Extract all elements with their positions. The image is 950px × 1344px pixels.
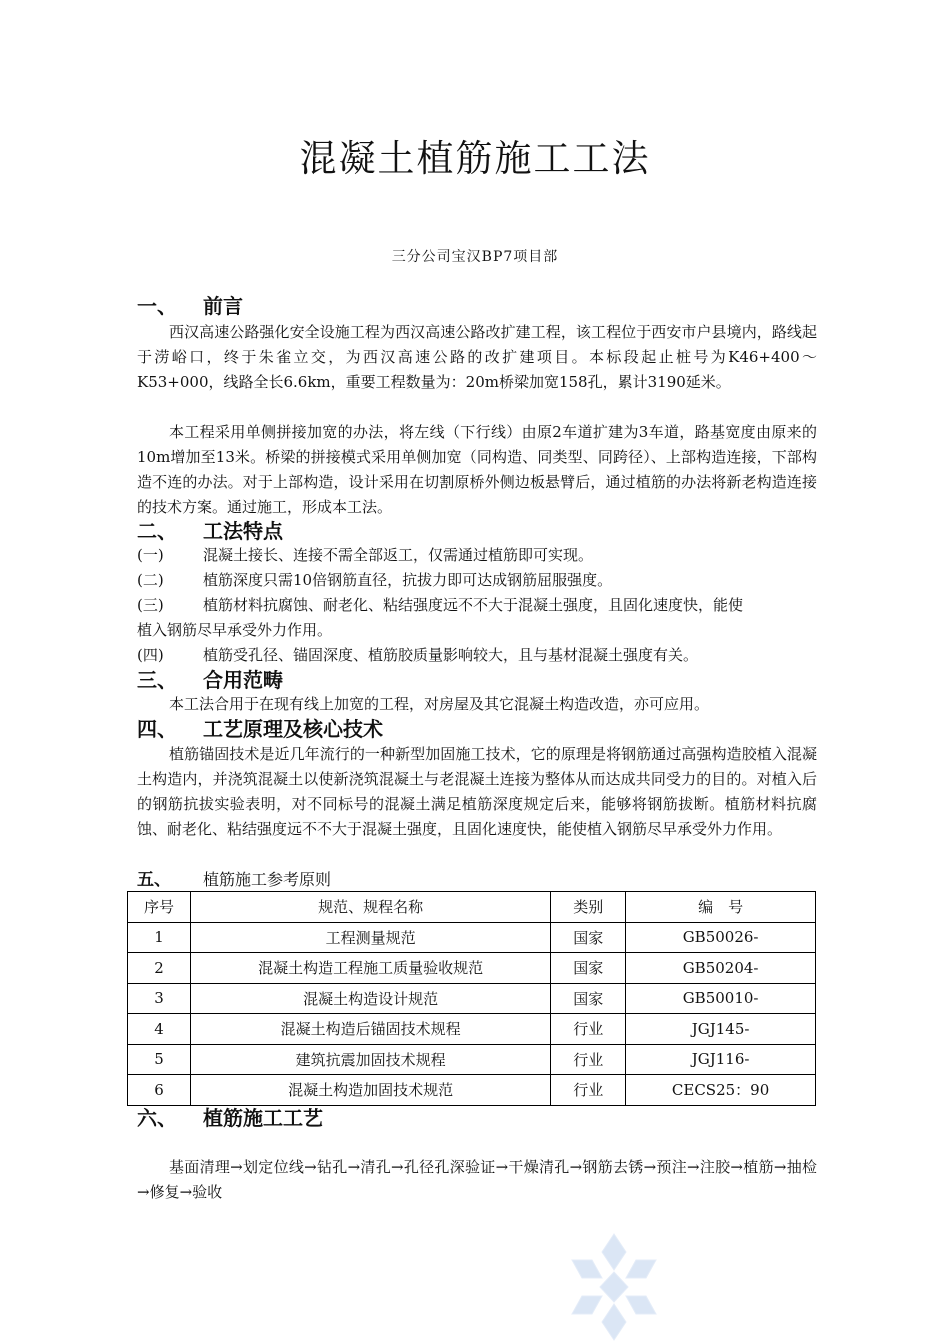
table-cell: 行业 xyxy=(551,1044,626,1075)
section-4-title: 工艺原理及核心技术 xyxy=(203,717,383,741)
table-cell: 混凝土构造工程施工质量验收规范 xyxy=(190,953,550,984)
section-6-process-flow: 基面清理→划定位线→钻孔→清孔→孔径孔深验证→干燥清孔→钢筋去锈→预注→注胶→植筋→抽检→修复→验收 xyxy=(137,1158,817,1201)
table-cell: 混凝土构造后锚固技术规程 xyxy=(190,1014,550,1045)
feature-item-3-continued: 植入钢筋尽早承受外力作用。 xyxy=(137,621,333,639)
table-cell: 1 xyxy=(128,922,191,953)
section-2-heading xyxy=(137,519,283,543)
feature-item-text: 植筋材料抗腐蚀、耐老化、粘结强度远不不大于混凝土强度，且固化速度快，能使 xyxy=(203,596,744,614)
table-cell: 4 xyxy=(128,1014,191,1045)
feature-item-3 xyxy=(137,593,817,618)
table-cell: 工程测量规范 xyxy=(190,922,550,953)
feature-item-2 xyxy=(137,568,817,593)
table-cell: 3 xyxy=(128,983,191,1014)
section-6-number: 六、 xyxy=(137,1106,177,1130)
section-1-paragraph-1: 西汉高速公路强化安全设施工程为西汉高速公路改扩建工程，该工程位于西安市户县境内，路线起于涝峪口，终于朱雀立交，为西汉高速公路的改扩建项目。本标段起止桩号为K46+400～K53+000，线路全长6.6km，重要工程数量为：20m桥梁加宽158孔，累计3190延米。 xyxy=(137,323,817,391)
section-6-title: 植筋施工工艺 xyxy=(203,1106,323,1130)
table-cell: JGJ116- xyxy=(626,1044,816,1075)
section-4-paragraph: 植筋锚固技术是近几年流行的一种新型加固施工技术，它的原理是将钢筋通过高强构造胶植入混凝土构造内，并浇筑混凝土以使新浇筑混凝土与老混凝土连接为整体从而达成共同受力的目的。对植入后的钢筋抗拔实验表明，对不同标号的混凝土满足植筋深度规定后来，能够将钢筋拔断。植筋材料抗腐蚀、耐老化、粘结强度远不不大于混凝土强度，且固化速度快，能使植入钢筋尽早承受外力作用。 xyxy=(137,745,817,838)
section-6-heading xyxy=(137,1106,323,1130)
feature-item-text: 混凝土接长、连接不需全部返工，仅需通过植筋即可实现。 xyxy=(203,546,594,564)
table-cell: JGJ145- xyxy=(626,1014,816,1045)
section-1-paragraph-2: 本工程采用单侧拼接加宽的办法，将左线（下行线）由原2车道扩建为3车道，路基宽度由原来的10m增加至13米。桥梁的拼接模式采用单侧加宽（同构造、同类型、同跨径）、上部构造连接，下部构造不连的办法。对于上部构造，设计采用在切割原桥外侧边板悬臂后，通过植筋的办法将新老构造连接的技术方案。通过施工，形成本工法。 xyxy=(137,423,817,516)
feature-item-number: (一) xyxy=(137,546,164,564)
table-cell: 国家 xyxy=(551,922,626,953)
section-3-number: 三、 xyxy=(137,668,177,692)
table-row xyxy=(128,953,816,984)
table-cell: 混凝土构造加固技术规范 xyxy=(190,1075,550,1106)
feature-item-number: (三) xyxy=(137,596,164,614)
table-cell: 行业 xyxy=(551,1014,626,1045)
table-cell: 混凝土构造设计规范 xyxy=(190,983,550,1014)
table-cell: 2 xyxy=(128,953,191,984)
table-cell: GB50204- xyxy=(626,953,816,984)
feature-item-1 xyxy=(137,543,817,568)
section-3-paragraph: 本工法合用于在现有线上加宽的工程，对房屋及其它混凝土构造改造，亦可应用。 xyxy=(169,695,710,713)
section-4-heading xyxy=(137,717,383,741)
section-1-title: 前言 xyxy=(203,294,243,318)
table-row xyxy=(128,922,816,953)
table-cell: CECS25：90 xyxy=(626,1075,816,1106)
section-2-title: 工法特点 xyxy=(203,519,283,543)
table-header-cell: 编 号 xyxy=(626,892,816,923)
feature-item-number: (四) xyxy=(137,646,164,664)
reference-standards-table xyxy=(127,891,816,1106)
table-cell: 行业 xyxy=(551,1075,626,1106)
table-row xyxy=(128,1044,816,1075)
table-header-cell: 序号 xyxy=(128,892,191,923)
table-cell: 6 xyxy=(128,1075,191,1106)
table-row xyxy=(128,1075,816,1106)
table-cell: 国家 xyxy=(551,983,626,1014)
feature-item-4 xyxy=(137,643,817,668)
table-cell: GB50010- xyxy=(626,983,816,1014)
document-subtitle: 三分公司宝汉BP7项目部 xyxy=(391,249,559,265)
table-header-row xyxy=(128,892,816,923)
table-cell: 国家 xyxy=(551,953,626,984)
table-header-cell: 规范、规程名称 xyxy=(190,892,550,923)
table-cell: 5 xyxy=(128,1044,191,1075)
feature-item-number: (二) xyxy=(137,571,164,589)
feature-item-text: 植筋受孔径、锚固深度、植筋胶质量影响较大，且与基材混凝土强度有关。 xyxy=(203,646,699,664)
table-header-cell: 类别 xyxy=(551,892,626,923)
table-cell: GB50026- xyxy=(626,922,816,953)
section-3-title: 合用范畴 xyxy=(203,668,283,692)
section-5-number: 五、 xyxy=(137,870,171,890)
section-3-heading xyxy=(137,668,283,692)
feature-item-text: 植筋深度只需10倍钢筋直径，抗拔力即可达成钢筋屈服强度。 xyxy=(203,571,613,589)
section-5-heading xyxy=(137,868,331,892)
section-1-heading xyxy=(137,294,243,318)
section-4-number: 四、 xyxy=(137,717,177,741)
section-1-number: 一、 xyxy=(137,294,177,318)
section-5-title: 植筋施工参考原则 xyxy=(203,870,332,889)
snowflake-watermark-icon xyxy=(566,1232,662,1342)
table-row xyxy=(128,1014,816,1045)
document-title: 混凝土植筋施工工法 xyxy=(299,137,651,180)
section-2-number: 二、 xyxy=(137,519,177,543)
table-row xyxy=(128,983,816,1014)
table-cell: 建筑抗震加固技术规程 xyxy=(190,1044,550,1075)
